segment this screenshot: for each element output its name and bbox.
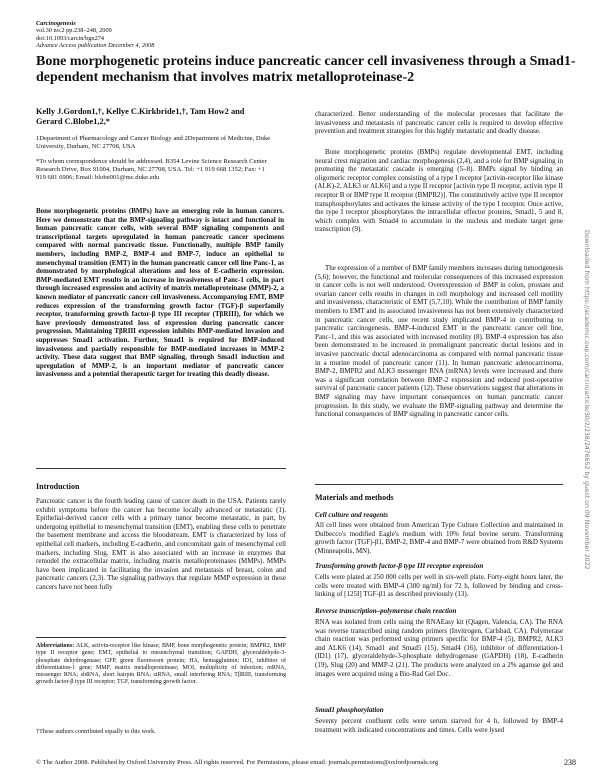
introduction-paragraph: Pancreatic cancer is the fourth leading cause of cancer death in the USA. Patients rarely exhibit symptoms before the cancer has become locally advanced or metastatic (1). Epithelial-derived cancer cells with a primary tumor become metastatic, in part, by undergoing epithelial to mesenchymal transition (EMT), enabling these cells to penetrate the basement membrane and access the bloodstream. EMT is characterized by loss of epithelial cell markers, including E-cadherin, and concomitant gain of mesenchymal cell markers, including Slug. EMT is also associated with an increase in enzymes that remodel the extracellular matrix, including matrix metalloproteinases (MMPs). MMPs have been implicated in facilitating the invasion and metastasis of breast, colon and pancreatic cancers (2,3). The signaling pathways that regulate MMP expression in these cancers have not been fully [36, 497, 286, 591]
page-number: 238 [564, 758, 576, 767]
tbriii-subheading: Transforming growth factor-β type III receptor expression [315, 562, 484, 570]
methods-divider [315, 484, 563, 485]
journal-header [36, 20, 296, 50]
abbreviations-text: ALK, activin-receptor like kinase; BMP, bone morphogenetic protein; BMPR2, BMP type II receptor gene; EMT, epithelial to mesenchymal transition; GAPDH, glyceraldehyde-3-phosphate dehydrogenase; GFP, green fluorescent protein; HA, hemagglutinin; ID1, inhibitor of differentiation-1 gene; MMP, matrix metalloproteinase; MOI, multiplicity of infection; mRNA, messenger RNA; shRNA, short hairpin RNA; siRNA, small interfering RNA; TβRIII, transforming growth factor-β type III receptor; TGF, transforming growth factor. [36, 643, 286, 686]
rt-pcr-paragraph: RNA was isolated from cells using the RNAEasy kit (Qiagen, Valencia, CA). The RNA was reverse transcribed using random primers (Invitrogen, Carlsbad, CA). Polymerase chain reaction was performed using primers specific for BMP-4 (5), BMPR2, ALK3 and ALK6 (14), Smad1 and Smad5 (15), Smad4 (16), inhibitor of differentiation-1 (ID1) (17), glyceraldehyde-3-phosphate dehydrogenase (GAPDH) (18), E-cadherin (19), Slug (20) and MMP-2 (21). The products were analyzed on a 2% agarose gel and images were acquired using a Bio-Rad Gel Doc. [315, 618, 563, 678]
abbreviations [36, 643, 286, 687]
journal-doi[interactable]: doi:10.1093/carcin/bgn274 [36, 34, 105, 42]
page-footer [36, 759, 576, 766]
introduction-heading: Introduction [36, 482, 80, 491]
section-divider [36, 468, 286, 469]
abstract: Bone morphogenetic proteins (BMPs) have an emerging role in human cancers. Here we demonstrate that the BMP-signaling pathway is intact and functional in human pancreatic cancer cells, with several BMP signaling components and transcriptional targets upregulated in human pancreatic cancer specimens compared with normal pancreatic tissue. Functionally, multiple BMP family members, including BMP-2, BMP-4 and BMP-7, induce an epithelial to mesenchymal transition (EMT) in the human pancreatic cancer cell line Panc-1, as demonstrated by morphological alterations and loss of E-cadherin expression. BMP-mediated EMT results in an increase in invasiveness of Panc-1 cells, in part through increased expression and activity of matrix metalloproteinase (MMP)-2, a known mediator of pancreatic cancer cell invasiveness. Accompanying EMT, BMP reduces expression of the transforming growth factor (TGF)-β superfamily receptor, transforming growth factor-β type III receptor (TβRIII), for which we have previously demonstrated loss of expression during pancreatic cancer progression. Maintaining TβRIII expression inhibits BMP-mediated invasion and suppresses Smad1 activation. Further, Smad1 is required for BMP-induced invasiveness and partially responsible for BMP-mediated increases in MMP-2 activity. These data suggest that BMP signaling, through Smad1 induction and upregulation of MMP-2, is an important mediator of pancreatic cancer invasiveness and a potential therapeutic target for treating this deadly disease. [36, 207, 284, 379]
advance-access: Advance Access publication December 4, 2008 [36, 42, 155, 50]
bmp-signaling-paragraph: Bone morphogenetic proteins (BMPs) regulate developmental EMT, including neural crest migration and cardiac morphogenesis (2,4), and a role for BMP signaling in promoting the metastatic cascade is emerging (5–8). BMPs signal by binding an oligomeric receptor complex consisting of a type I receptor [activin-receptor like kinase (ALK)-2, ALK3 or ALK6] and a type II receptor [activin type II receptor, activin type II receptor B or BMP type II receptor (BMPR2)]. The constitutively active type II receptor transphosphorylates and activates the kinase activity of the type I receptor. Once active, the type I receptor phosphorylates the intracellular effector proteins, Smad1, 5 and 8, which complex with Smad4 to accumulate in the nucleus and mediate target gene transcription (9). [315, 148, 563, 234]
copyright-line: © The Author 2008. Published by Oxford University Press. All rights reserved. For Permissions, please email: journals.permissions@oxfordjournals.org [36, 759, 439, 766]
bmp-expression-paragraph: The expression of a number of BMP family members increases during tumorigenesis (5,6); however, the functional and molecular consequences of this increased expression in cancer cells is not well understood. Overexpression of BMP in colon, prostate and ovarian cancer cells results in changes in cell morphology and increased cell motility and invasiveness, characteristic of EMT (5,7,10). While the contribution of BMP family members to EMT and its associated invasiveness has not been extensively characterized in pancreatic cancer cells, one recent study implicated BMP-4 in contributing to pancreatic carcinogenesis. BMP-4-induced EMT in the pancreatic cancer cell line, Panc-1, and this was associated with increased motility (8). BMP-4 expression has also been demonstrated to be increased in premalignant pancreatic ductal lesions and in invasive pancreatic ductal adenocarcinoma as compared with normal pancreatic tissue in a murine model of pancreatic cancer (11). In human pancreatic adenocarcinoma, BMP-2, BMPR2 and ALK3 messenger RNA (mRNA) levels were increased and there was a significant correlation between BMP-2 expression and reduced post-operative survival of pancreatic cancer patients (12). These observations suggest that alterations in BMP signaling may have important consequences on human pancreatic cancer progression. In this study, we evaluate the BMP-signaling pathway and determine the functional consequences of BMP signaling in pancreatic cancer cells. [315, 264, 563, 419]
cell-culture-subheading: Cell culture and reagents [315, 511, 388, 519]
methods-heading: Materials and methods [315, 493, 394, 502]
cell-culture-paragraph: All cell lines were obtained from American Type Culture Collection and maintained in Dulbecco's modified Eagle's medium with 10% fetal bovine serum. Transforming growth factor (TGF)-β1, BMP-2, BMP-4 and BMP-7 were obtained from R&D Systems (Minneapolis, MN). [315, 521, 563, 555]
correspondence: *To whom correspondence should be addressed. B354 Levine Science Research Center Research Drive, Box 91004, Durham, NC 27708, USA. Tel: +1 919 668 1352; Fax: +1 919 681 6906; Email: blobe001@mc.duke.edu [36, 158, 267, 181]
rt-pcr-subheading: Reverse transcription–polymerase chain reaction [315, 607, 457, 615]
abbreviations-label: Abbreviations: [36, 643, 75, 649]
affiliations: 1Department of Pharmacology and Cancer Biology and 2Department of Medicine, Duke University, Durham, NC 27708, USA [36, 135, 271, 150]
article-title: Bone morphogenetic proteins induce pancreatic cancer cell invasiveness through a Smad1-dependent mechanism that involves matrix metalloproteinase-2 [36, 54, 576, 85]
smad1-paragraph: Seventy percent confluent cells were serum starved for 4 h, followed by BMP-4 treatment with indicated concentrations and times. Cells were lysed [315, 717, 563, 734]
smad1-subheading: Smad1 phosphorylation [315, 706, 384, 714]
tbriii-paragraph: Cells were plated at 250 000 cells per well in six-well plate. Forty-eight hours later, the cells were treated with BMP-4 (300 ng/ml) for 72 h, followed by binding and cross-linking of [125I] TGF-β1 as described previously (13). [315, 573, 563, 599]
download-url-text[interactable]: Downloaded from https://academic.oup.com/carcin/article/30/2/238/2476652 by guest on 09 November 2022 [583, 230, 590, 570]
intro-continuation: characterized. Better understanding of the molecular processes that facilitate the invasiveness and metastasis of pancreatic cancer cells is required to develop effective prevention and treatment strategies for this highly metastatic and deadly disease. [315, 110, 563, 136]
journal-volume: vol.30 no.2 pp.238–248, 2009 [36, 27, 112, 35]
journal-name: Carcinogenesis [36, 20, 76, 27]
author-list: Kelly J.Gordon1,†, Kellye C.Kirkbride1,†, Tam How2 and Gerard C.Blobe1,2,* [36, 107, 245, 126]
abbreviations-divider [36, 637, 286, 638]
equal-contribution-footnote: †These authors contributed equally to this work. [36, 728, 156, 735]
